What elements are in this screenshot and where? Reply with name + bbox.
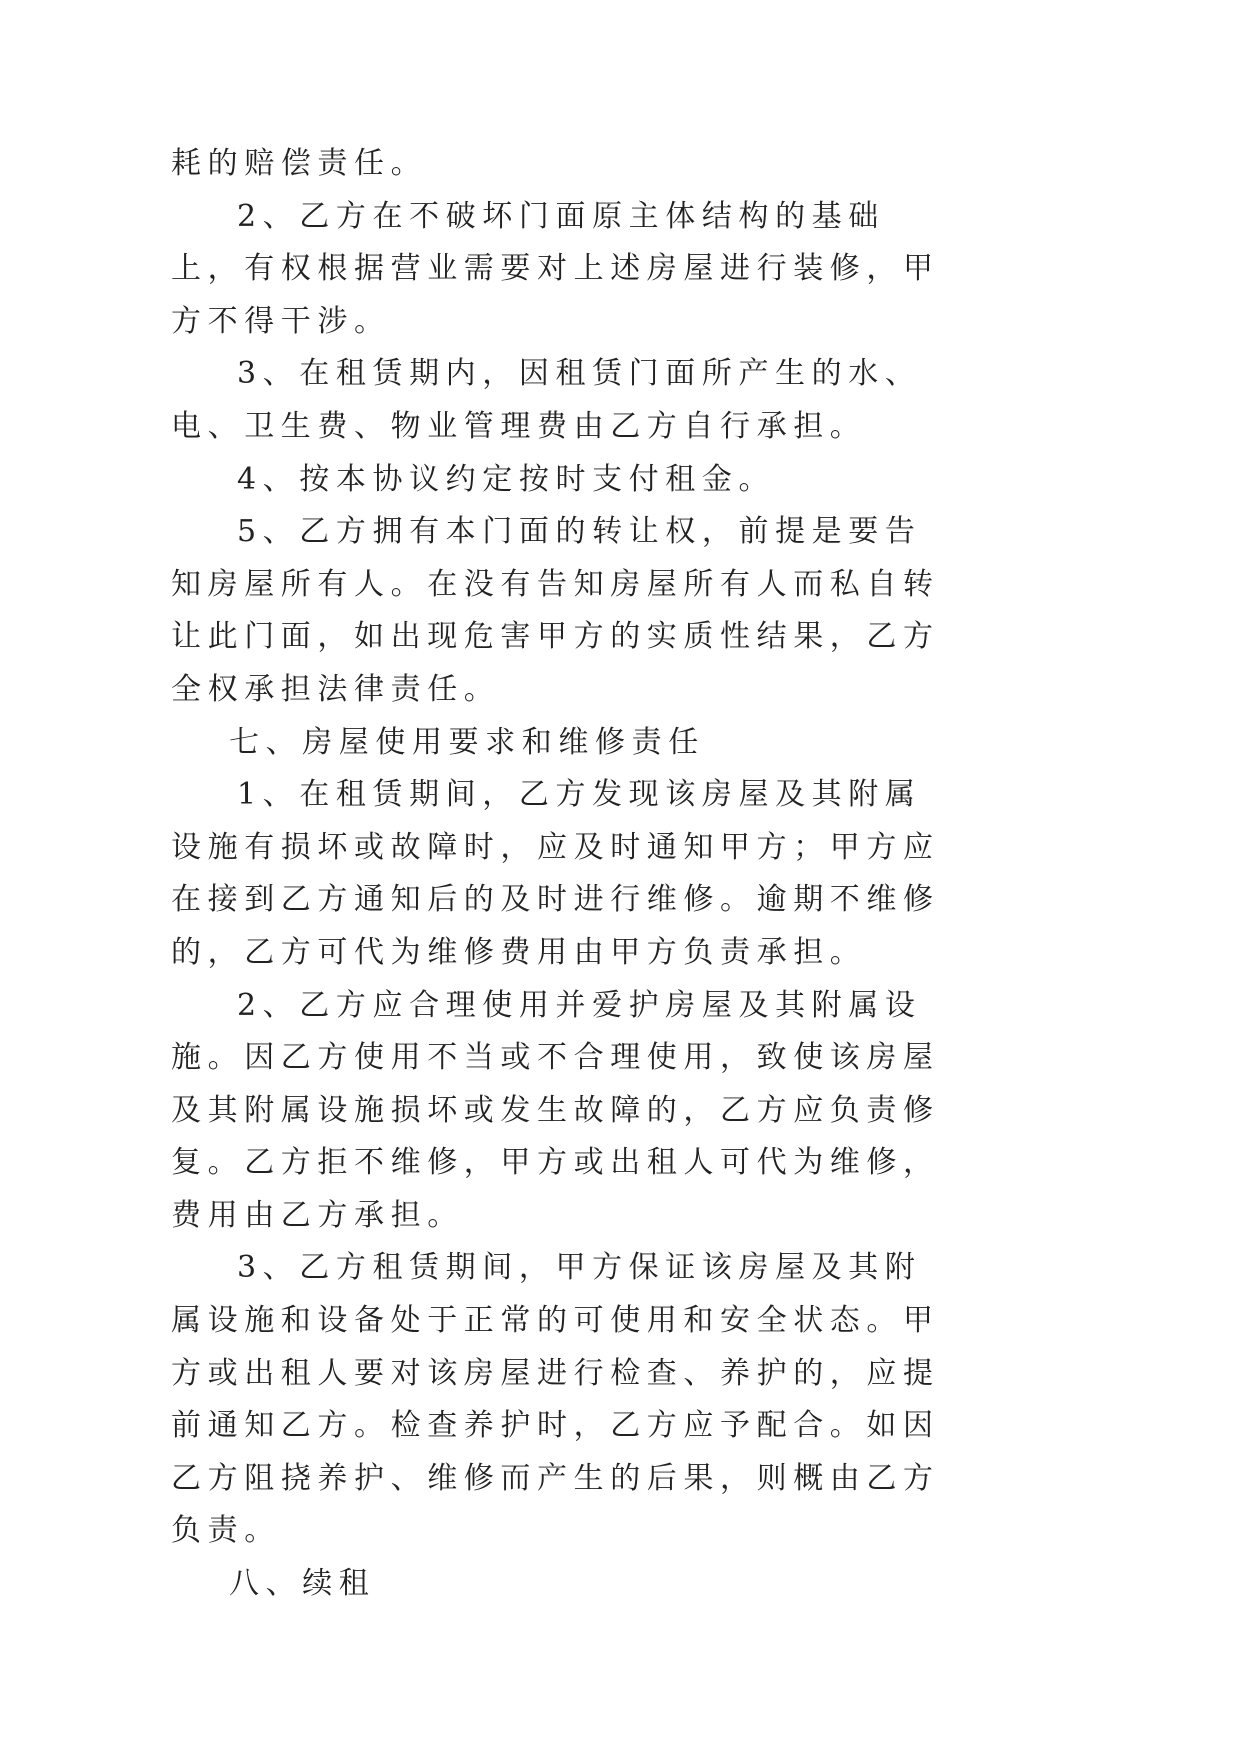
document-page — [171, 138, 951, 1611]
section-heading: 八、续租 — [229, 1566, 376, 1602]
clause-paragraph: 2、乙方应合理使用并爱护房屋及其附属设施。因乙方使用不当或不合理使用，致使该房屋及其附属设施损坏或发生故障的，乙方应负责修复。乙方拒不维修，甲方或出租人可代为维修，费用由乙方承担。 — [171, 987, 940, 1233]
clause-paragraph: 1、在租赁期间，乙方发现该房屋及其附属设施有损坏或故障时，应及时通知甲方；甲方应在接到乙方通知后的及时进行维修。逾期不维修的，乙方可代为维修费用由甲方负责承担。 — [171, 777, 940, 970]
paragraph-continuation: 耗的赔偿责任。 — [171, 146, 428, 181]
clause-paragraph: 3、在租赁期内，因租赁门面所产生的水、电、卫生费、物业管理费由乙方自行承担。 — [171, 356, 922, 444]
clause-paragraph: 4、按本协议约定按时支付租金。 — [237, 461, 776, 497]
section-heading: 七、房屋使用要求和维修责任 — [229, 724, 705, 760]
clause-paragraph: 5、乙方拥有本门面的转让权，前提是要告知房屋所有人。在没有告知房屋所有人而私自转让此门面，如出现危害甲方的实质性结果，乙方全权承担法律责任。 — [171, 514, 940, 707]
clause-paragraph: 2、乙方在不破坏门面原主体结构的基础上，有权根据营业需要对上述房屋进行装修，甲方不得干涉。 — [171, 198, 940, 339]
clause-paragraph: 3、乙方租赁期间，甲方保证该房屋及其附属设施和设备处于正常的可使用和安全状态。甲方或出租人要对该房屋进行检查、养护的，应提前通知乙方。检查养护时，乙方应予配合。如因乙方阻挠养护、维修而产生的后果，则概由乙方负责。 — [171, 1250, 940, 1549]
